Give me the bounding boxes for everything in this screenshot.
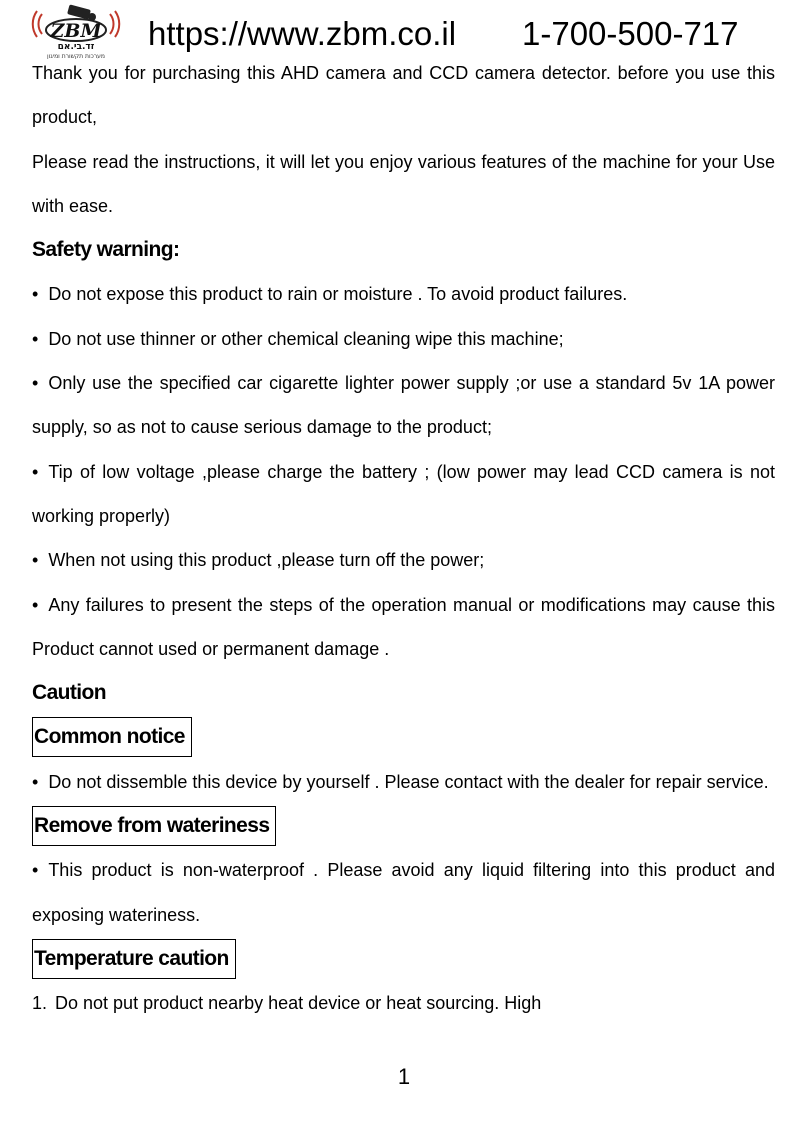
svg-text:ZBM: ZBM	[50, 20, 102, 42]
bullet-icon: •	[32, 550, 39, 571]
safety-item-text: Do not expose this product to rain or moisture . To avoid product failures.	[48, 284, 628, 305]
safety-item	[32, 272, 775, 316]
safety-warning-heading	[32, 228, 775, 272]
common-notice-text: Do not dissemble this device by yourself . Please contact with the dealer for repair service.	[48, 771, 769, 792]
svg-text:מערכות תקשורת ומיגון: מערכות תקשורת ומיגון	[47, 53, 105, 60]
safety-warning-colon: :	[172, 238, 180, 262]
intro-paragraph-2: Please read the instructions, it will let you enjoy various features of the machine for your Use with ease.	[32, 151, 775, 216]
bullet-icon: •	[32, 594, 39, 615]
safety-item	[32, 450, 775, 539]
website-url[interactable]: https://www.zbm.co.il	[148, 15, 457, 52]
common-notice-item	[32, 760, 775, 804]
safety-warning-title: Safety warning	[32, 238, 173, 262]
safety-item	[32, 583, 775, 672]
safety-item-text: Only use the specified car cigarette lighter power supply ;or use a standard 5v 1A power supply, so as not to cause serious damage to the product;	[32, 373, 775, 438]
caution-heading: Caution	[32, 681, 106, 705]
safety-item	[32, 361, 775, 450]
safety-item	[32, 317, 775, 361]
safety-item-text: Do not use thinner or other chemical cleaning wipe this machine;	[48, 328, 564, 349]
safety-item-text: When not using this product ,please turn off the power;	[48, 550, 485, 571]
phone-number: 1-700-500-717	[522, 15, 739, 52]
safety-item-text: Tip of low voltage ,please charge the battery ; (low power may lead CCD camera is not working properly)	[32, 461, 775, 526]
safety-item	[32, 538, 775, 582]
temperature-item-text: Do not put product nearby heat device or heat sourcing. High	[55, 993, 542, 1014]
bullet-icon: •	[32, 771, 39, 792]
bullet-icon: •	[32, 328, 39, 349]
bullet-icon: •	[32, 860, 39, 881]
temperature-caution-heading: Temperature caution	[32, 939, 236, 979]
bullet-icon: •	[32, 284, 39, 305]
intro-paragraph-1: Thank you for purchasing this AHD camera and CCD camera detector. before you use this product,	[32, 63, 775, 128]
remove-wateriness-heading: Remove from wateriness	[32, 806, 276, 846]
temperature-item	[32, 981, 775, 1025]
remove-wateriness-text: This product is non-waterproof . Please avoid any liquid filtering into this product and exposing wateriness.	[32, 860, 775, 925]
list-number: 1.	[32, 993, 48, 1014]
page-number: 1	[397, 1064, 411, 1089]
common-notice-heading: Common notice	[32, 717, 192, 757]
safety-item-text: Any failures to present the steps of the operation manual or modifications may cause this Product cannot used or permanent damage .	[32, 594, 775, 659]
bullet-icon: •	[32, 373, 39, 394]
remove-wateriness-item	[32, 848, 775, 937]
bullet-icon: •	[32, 461, 39, 482]
manual-body	[32, 51, 775, 1026]
svg-text:זד.בי.אם: זד.בי.אם	[57, 42, 95, 52]
